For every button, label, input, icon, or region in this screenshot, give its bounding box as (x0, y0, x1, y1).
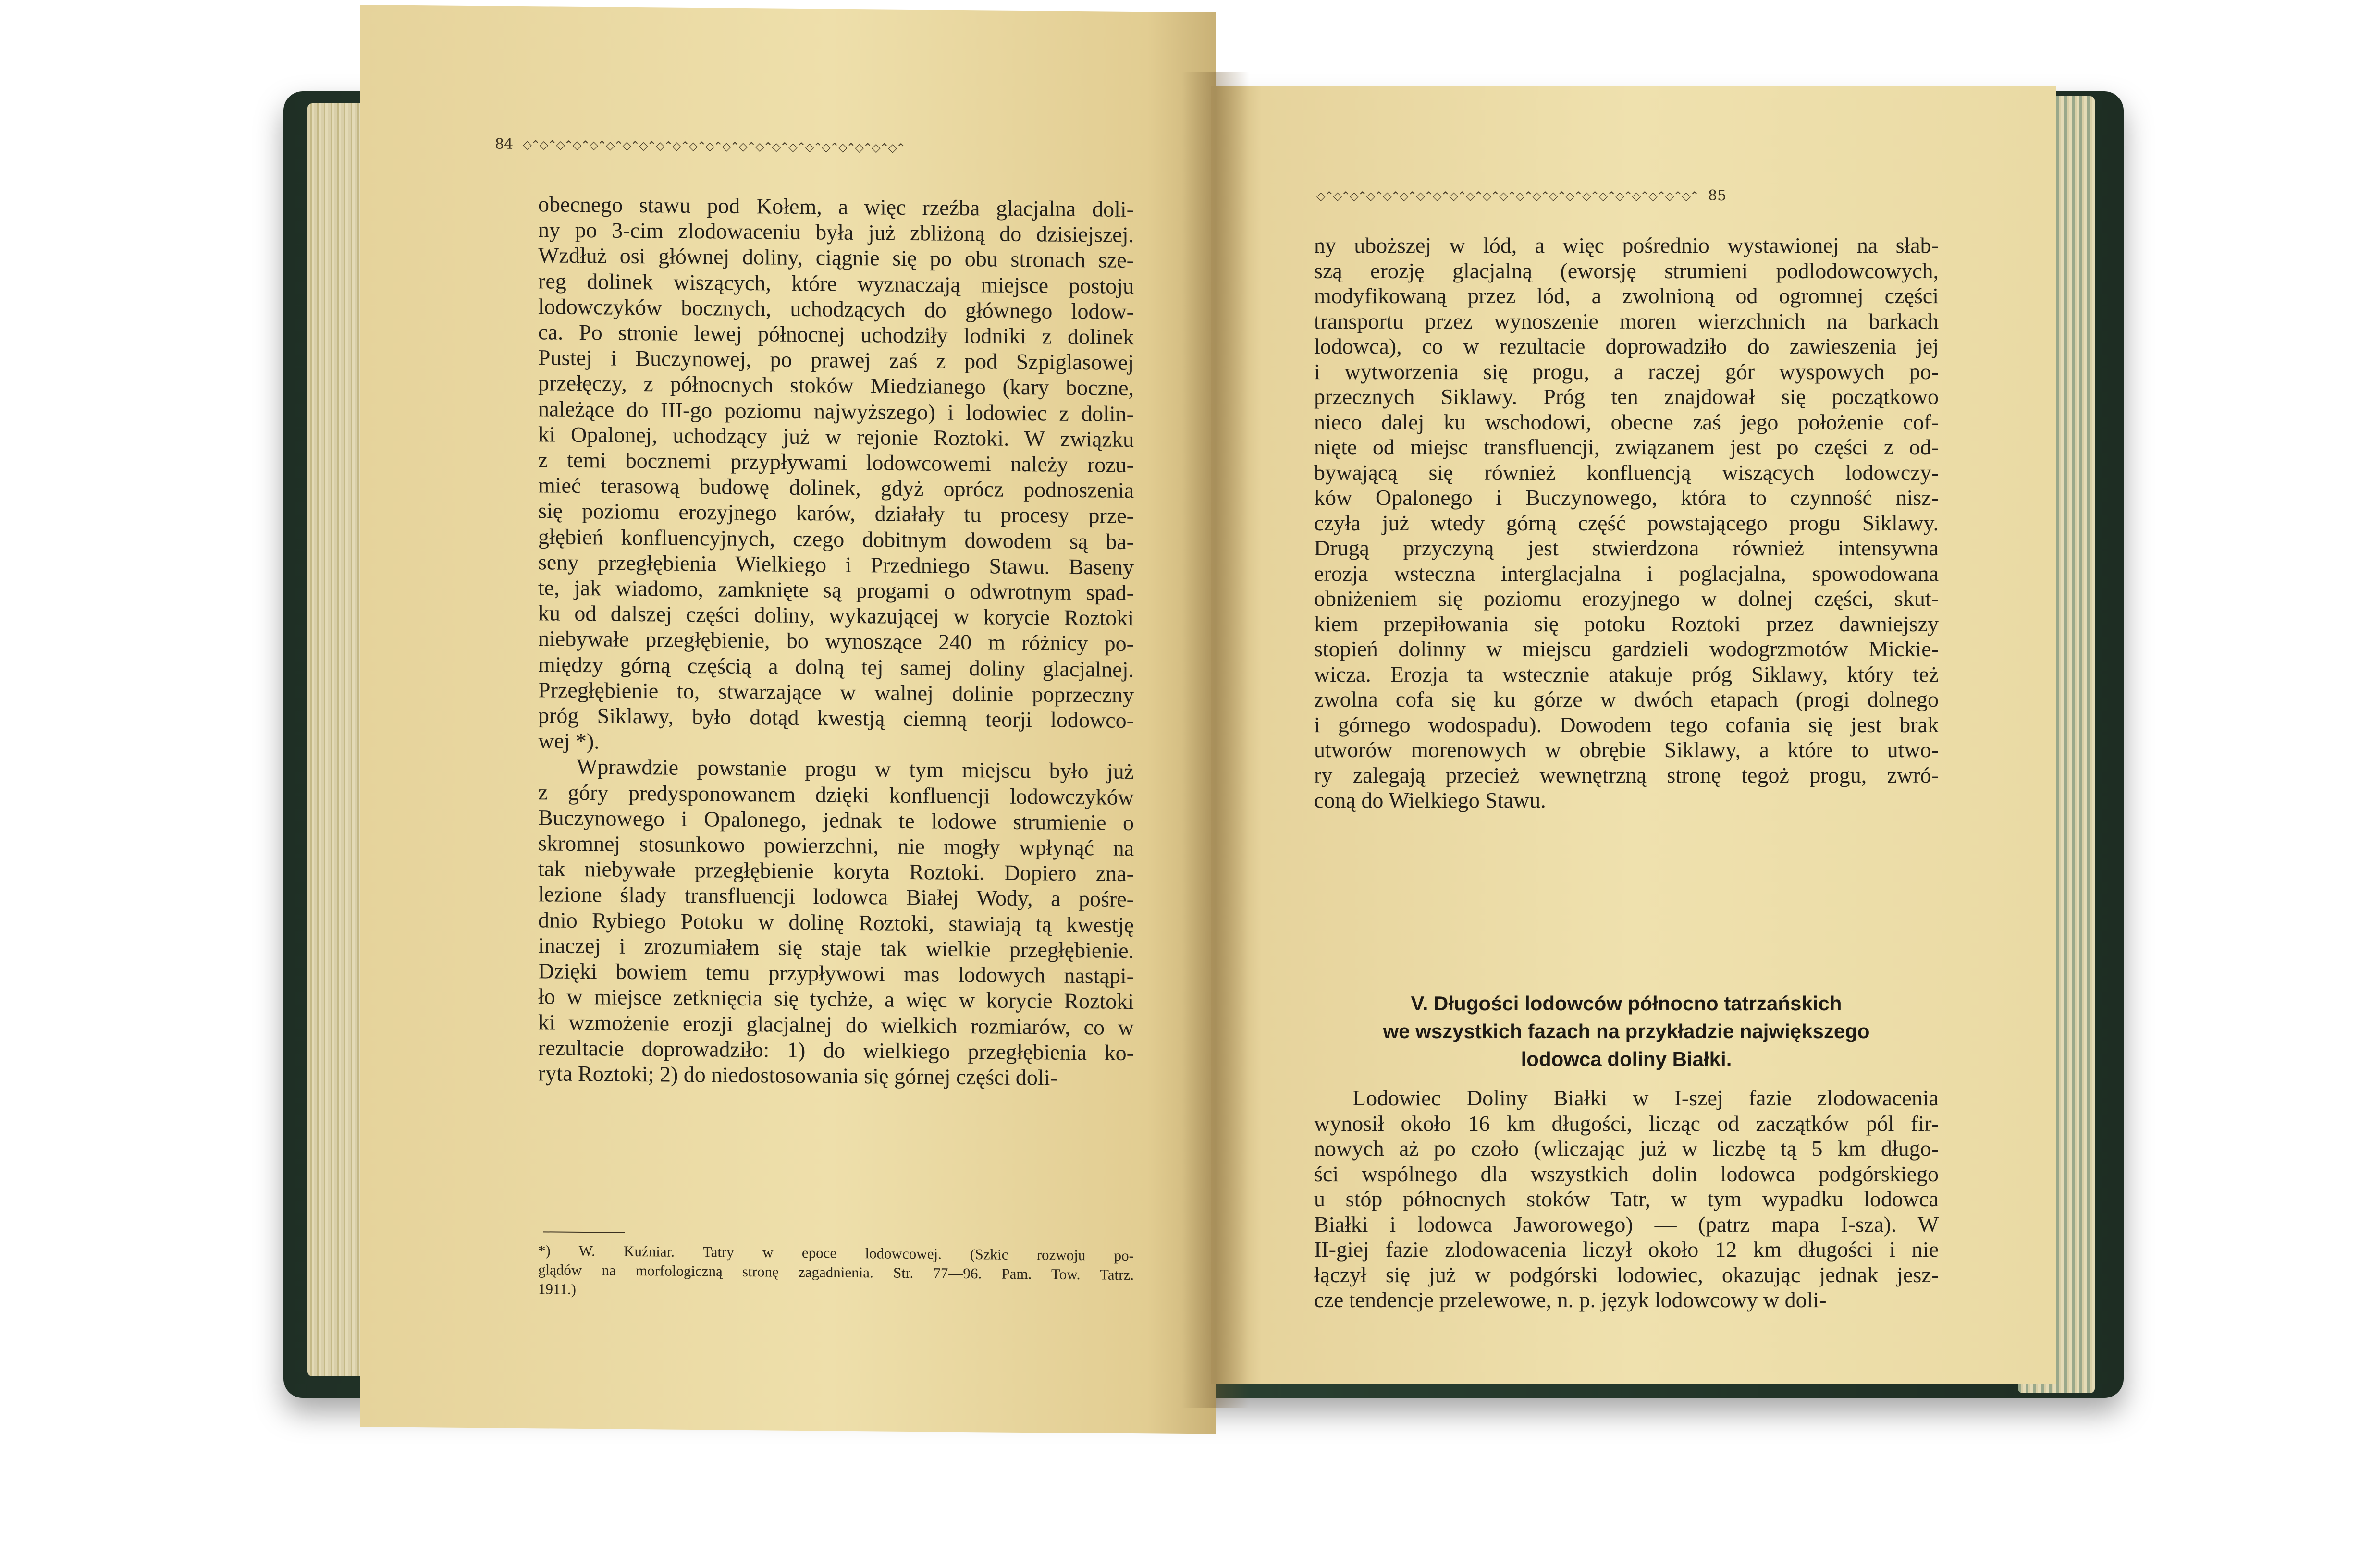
heading-line: we wszystkich fazach na przykładzie największego (1383, 1020, 1870, 1042)
text-line: i wytworzenia się progu, a raczej gór wyspowych po- (1314, 359, 1939, 384)
text-line: mieć terasową budowę dolinek, gdyż oprócz podnoszenia (538, 473, 1134, 503)
text-line: seny przegłębienia Wielkiego i Przedniego Stawu. Baseny (538, 550, 1134, 579)
text-line: tak niebywałe przegłębienie koryta Roztoki. Dopiero zna- (538, 856, 1134, 886)
text-line: ki Opalonej, uchodzący już w rejonie Roztoki. W związku (538, 422, 1134, 452)
heading-line: lodowca doliny Białki. (1521, 1048, 1732, 1070)
text-line: skromnej stosunkowo powierzchni, nie mogły wpłynąć na (538, 831, 1134, 861)
text-line: Drugą przyczyną jest stwierdzona również intensywna (1314, 536, 1939, 560)
text-line: ny uboższej w lód, a więc pośrednio wystawionej na słab- (1314, 233, 1939, 257)
text-line: kiem przepiłowania się potoku Roztoki przez dawniejszy (1314, 611, 1939, 636)
text-line: łączył się już w podgórski lodowiec, okazując jednak jesz- (1314, 1262, 1939, 1287)
text-line: te, jak wiadomo, zamknięte są progami o odwrotnym spad- (538, 575, 1134, 605)
text-line: niebywałe przegłębienie, bo wynoszące 240 m różnicy po- (538, 626, 1134, 656)
text-line: coną do Wielkiego Stawu. (1314, 788, 1546, 812)
text-line: ryta Roztoki; 2) do niedostosowania się górnej części doli- (538, 1061, 1057, 1090)
text-line: II-giej fazie zlodowacenia liczył około 12 km długości i nie (1314, 1237, 1939, 1262)
text-line: Dzięki bowiem temu przypływowi mas lodowych nastąpi- (538, 958, 1134, 989)
page-number: 84 (495, 135, 514, 153)
text-line: głębień konfluencyjnych, czego dobitnym dowodem są ba- (538, 524, 1134, 554)
text-line: się poziomu erozyjnego karów, działały tu procesy prze- (538, 498, 1134, 528)
ornament-border: ◇⌃◇⌃◇⌃◇⌃◇⌃◇⌃◇⌃◇⌃◇⌃◇⌃◇⌃◇⌃◇⌃◇⌃◇⌃◇⌃◇⌃◇⌃◇⌃◇⌃◇⌃◇⌃◇⌃ (1316, 189, 1699, 203)
text-line: lezione ślady transfluencji lodowca Białej Wody, a pośre- (538, 882, 1134, 912)
text-line: Lodowiec Doliny Białki w I-szej fazie zlodowacenia (1352, 1086, 1939, 1110)
footnote-rule (543, 1231, 625, 1233)
text-line: Pustej i Buczynowej, po prawej zaś z pod Szpiglasowej (538, 345, 1134, 375)
heading-line: V. Długości lodowców północno tatrzańskich (1411, 992, 1842, 1015)
left-page (360, 5, 1216, 1434)
text-line: Wprawdzie powstanie progu w tym miejscu było już (577, 754, 1134, 784)
text-line: wynosił około 16 km długości, licząc od zaczątków pól fir- (1314, 1111, 1939, 1136)
text-line: modyfikowaną przez lód, a zwolnioną od ogromnej części (1314, 283, 1939, 308)
text-line: należące do III-go poziomu najwyższego) i lodowiec z dolin- (538, 396, 1134, 426)
text-line: ry zalegają przecież wewnętrzną stronę tegoż progu, zwró- (1314, 762, 1939, 787)
text-line: ny po 3-cim zlodowaceniu była już zbliżoną do dzisiejszej. (538, 217, 1134, 247)
body-text (1314, 233, 1939, 813)
body-text (538, 191, 1134, 1091)
text-line: glądów na morfologiczną stronę zagadnienia. Str. 77—96. Pam. Tow. Tatrz. (538, 1261, 1134, 1284)
text-line: inaczej i zrozumiałem się staje tak wielkie przegłębienie. (538, 933, 1134, 963)
text-line: ki wzmożenie erozji glacjalnej do wielkich rozmiarów, co w (538, 1009, 1134, 1040)
running-head-right (1307, 187, 1726, 204)
gutter-shadow (1182, 72, 1249, 1408)
right-page (1211, 86, 2056, 1384)
text-line: reg dolinek wiszących, które wyznaczają miejsce postoju (538, 268, 1134, 298)
text-line: Białki i lodowca Jaworowego) — (patrz mapa I-sza). W (1314, 1212, 1939, 1237)
text-line: Przegłębienie to, stwarzające w walnej dolinie poprzeczny (538, 677, 1134, 707)
text-line: transportu przez wynoszenie moren wierzchnich na barkach (1314, 308, 1939, 333)
footnote (538, 1241, 1134, 1304)
text-line: z temi bocznemi przypływami lodowcowemi należy rozu- (538, 447, 1134, 478)
text-line: lodowczyków bocznych, uchodzących do głównego lodow- (538, 294, 1134, 324)
text-line: czyła już wtedy górną część powstającego progu Siklawy. (1314, 510, 1939, 535)
text-line: ści wspólnego dla wszystkich dolin lodowca podgórskiego (1314, 1161, 1939, 1186)
text-line: *) W. Kuźniar. Tatry w epoce lodowcowej. (Szkic rozwoju po- (538, 1242, 1134, 1264)
text-line: 1911.) (538, 1280, 576, 1298)
text-line: Buczynowego i Opalonego, jednak te lodowe strumienie o (538, 805, 1134, 835)
text-line: ków Opalonego i Buczynowego, która to czynność nisz- (1314, 485, 1939, 510)
text-line: ku od dalszej części doliny, wykazującej w korycie Roztoki (538, 600, 1134, 631)
text-line: erozja wsteczna interglacjalna i poglacjalna, spowodowana (1314, 561, 1939, 586)
text-line: utworów morenowych w obrębie Siklawy, a które to utwo- (1314, 737, 1939, 762)
text-line: stopień dolinny w miejscu gardzieli wodogrzmotów Mickie- (1314, 637, 1939, 661)
text-line: między górną częścią a dolną tej samej doliny glacjalnej. (538, 651, 1134, 682)
text-line: nięte od miejsc transfluencji, związanem jest po części z od- (1314, 435, 1939, 459)
text-line: lodowca), co w rezultacie doprowadziło do zawieszenia jej (1314, 334, 1939, 358)
text-line: szą erozję glacjalną (eworsję strumieni podlodowcowych, (1314, 258, 1939, 283)
text-line: dnio Rybiego Potoku w dolinę Roztoki, stawiają tą kwestję (538, 907, 1134, 937)
text-line: przełęczy, z północnych stoków Miedzianego (kary boczne, (538, 370, 1134, 401)
running-head-left (495, 135, 914, 156)
text-line: bywającą się również konfluencją wiszących lodowczy- (1314, 460, 1939, 485)
text-line: z góry predysponowanem dzięki konfluencji lodowczyków (538, 779, 1134, 809)
text-line: wicza. Erozja ta wstecznie atakuje próg Siklawy, który też (1314, 662, 1939, 686)
text-line: zwolna cofa się ku górze w dwóch etapach (progi dolnego (1314, 687, 1939, 711)
text-line: przecznych Siklawy. Próg ten znajdował się początkowo (1314, 384, 1939, 409)
text-line: i górnego wodospadu). Dowodem tego cofania się jest brak (1314, 712, 1939, 737)
body-text-after-heading (1314, 1086, 1939, 1313)
text-line: Wzdłuż osi głównej doliny, ciągnie się po obu stronach sze- (538, 243, 1134, 273)
text-line: nowych aż po czoło (wliczając już w liczbę tą 5 km długo- (1314, 1136, 1939, 1161)
text-line: cze tendencje przelewowe, n. p. język lodowcowy w doli- (1314, 1287, 1827, 1312)
text-line: obniżeniem się poziomu erozyjnego w dolnej części, skut- (1314, 586, 1939, 611)
text-line: obecnego stawu pod Kołem, a więc rzeźba glacjalna doli- (538, 192, 1134, 222)
text-line: u stóp północnych stoków Tatr, w tym wypadku lodowca (1314, 1187, 1939, 1211)
text-line: ca. Po stronie lewej północnej uchodziły lodniki z dolinek (538, 319, 1134, 350)
page-number: 85 (1708, 187, 1727, 204)
text-line: ło w miejsce zetknięcia się tychże, a więc w korycie Roztoki (538, 984, 1134, 1014)
ornament-border: ◇⌃◇⌃◇⌃◇⌃◇⌃◇⌃◇⌃◇⌃◇⌃◇⌃◇⌃◇⌃◇⌃◇⌃◇⌃◇⌃◇⌃◇⌃◇⌃◇⌃◇⌃◇⌃◇⌃ (523, 137, 905, 155)
text-line: wej *). (538, 728, 600, 754)
text-line: próg Siklawy, było dotąd kwestją ciemną teorji lodowco- (538, 703, 1134, 733)
text-line: nieco dalej ku wschodowi, obecne zaś jego położenie cof- (1314, 409, 1939, 434)
section-heading (1314, 990, 1939, 1073)
text-line: rezultacie doprowadziło: 1) do wielkiego przegłębienia ko- (538, 1035, 1134, 1065)
